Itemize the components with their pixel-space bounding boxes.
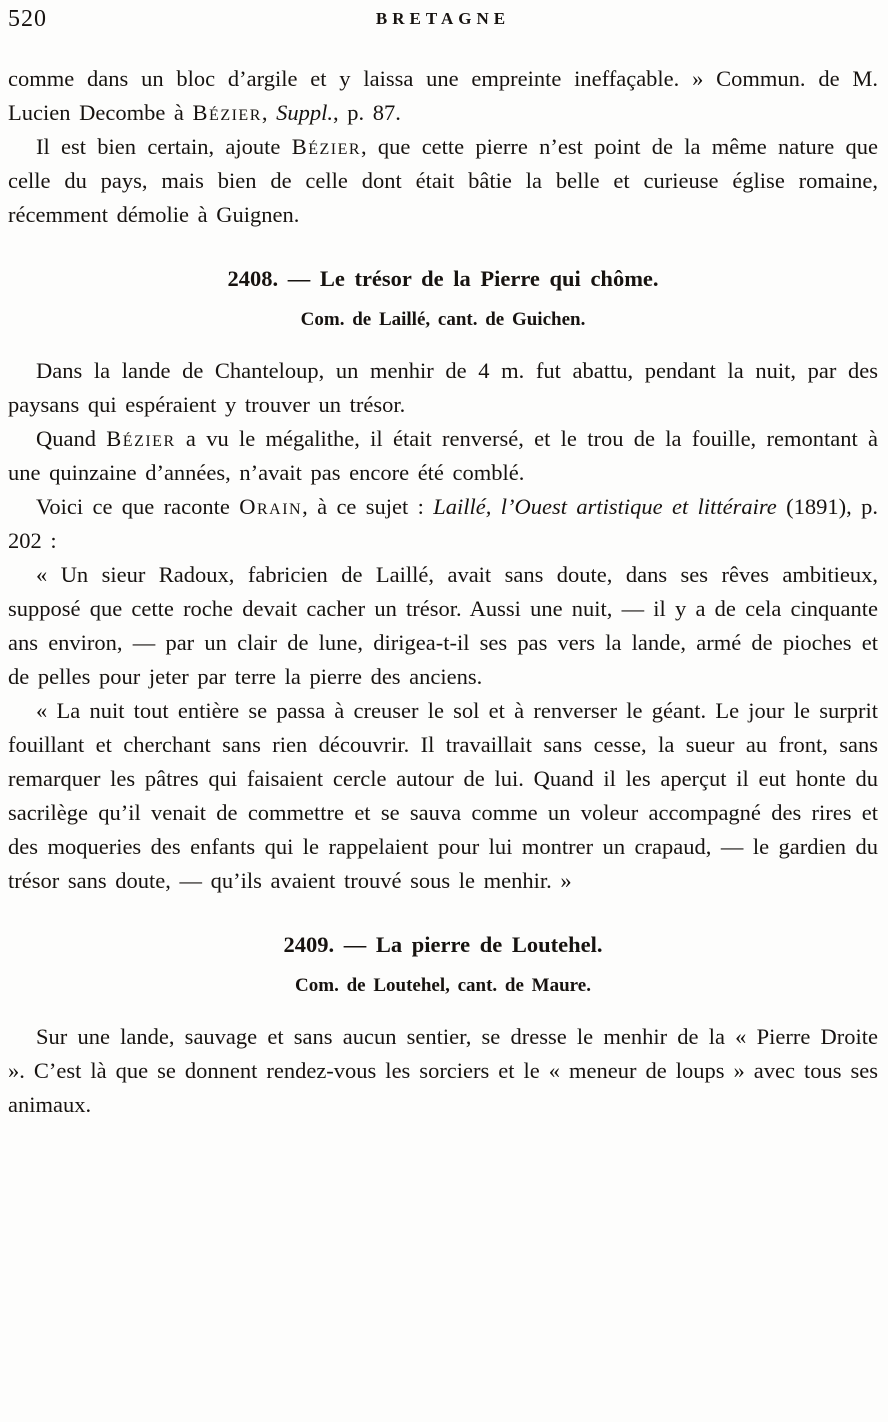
page-number: 520 [8,6,47,32]
paragraph [8,130,878,232]
text-run: Dans la lande de Chanteloup, un menhir de 4 m. fut abattu, pendant la nuit, par des paysans qui espéraient y trouver un trésor. [8,358,878,417]
text-run: Bézier [106,426,176,451]
page-content [8,62,878,1122]
paragraph [8,558,878,694]
paragraph [8,422,878,490]
text-run: Voici ce que raconte [36,494,240,519]
text-run: , p. 87. [333,100,401,125]
text-run: , à ce sujet : [302,494,434,519]
text-run: Laillé, l’Ouest artistique et littéraire [433,494,777,519]
text-run: Il est bien certain, ajoute [36,134,292,159]
page-header [8,6,878,36]
paragraph [8,1020,878,1122]
text-run: comme dans un bloc d’argile et y laissa une empreinte ineffaçable. » Commun. de M. Lucien Decombe à [8,66,878,125]
text-run: (1891), p. 202 : [8,494,878,553]
text-run: Bézier [192,100,262,125]
text-run: Bézier [291,134,362,159]
entry-heading: 2409. — La pierre de Loutehel. [283,932,603,957]
entry-subheading: Com. de Laillé, cant. de Guichen. [300,309,586,330]
text-run: , [261,100,277,125]
paragraph [8,62,878,130]
text-run: « Un sieur Radoux, fabricien de Laillé, avait sans doute, dans ses rêves ambitieux, supposé que cette roche devait cacher un trésor. Aussi une nuit, — il y a de cela cinquante ans environ, — par un clair de lune, dirigea-t-il ses pas vers la lande, armé de pioches et de pelles pour jeter par terre la pierre des anciens. [8,562,878,689]
entry-subheading: Com. de Loutehel, cant. de Maure. [295,975,591,996]
text-run: , que cette pierre n’est point de la même nature que celle du pays, mais bien de celle dont était bâtie la belle et curieuse église romaine, récemment démolie à Guignen. [8,134,878,227]
entry-heading: 2408. — Le trésor de la Pierre qui chôme. [227,266,659,291]
paragraph [8,490,878,558]
text-run: Orain [239,494,303,519]
text-run: « La nuit tout entière se passa à creuser le sol et à renverser le géant. Le jour le surprit fouillant et cherchant sans rien découvrir. Il travaillait sans cesse, la sueur au front, sans remarquer les pâtres qui faisaient cercle autour de lui. Quand il les aperçut il eut honte du sacrilège qu’il venait de commettre et se sauva comme un voleur accompagné des rires et des moqueries des enfants qui le rappelaient pour lui montrer un crapaud, — le gardien du trésor sans doute, — qu’ils avaient trouvé sous le menhir. » [8,698,878,893]
paragraph [8,694,878,898]
running-title: BRETAGNE [375,9,511,28]
text-run: Quand [36,426,107,451]
paragraph [8,354,878,422]
text-run: Sur une lande, sauvage et sans aucun sentier, se dresse le menhir de la « Pierre Droite ». C’est là que se donnent rendez-vous les sorciers et le « meneur de loups » avec tous ses animaux. [8,1024,878,1117]
text-run: Suppl. [276,100,334,125]
text-run: a vu le mégalithe, il était renversé, et le trou de la fouille, remontant à une quinzaine d’années, n’avait pas encore été comblé. [8,426,878,485]
